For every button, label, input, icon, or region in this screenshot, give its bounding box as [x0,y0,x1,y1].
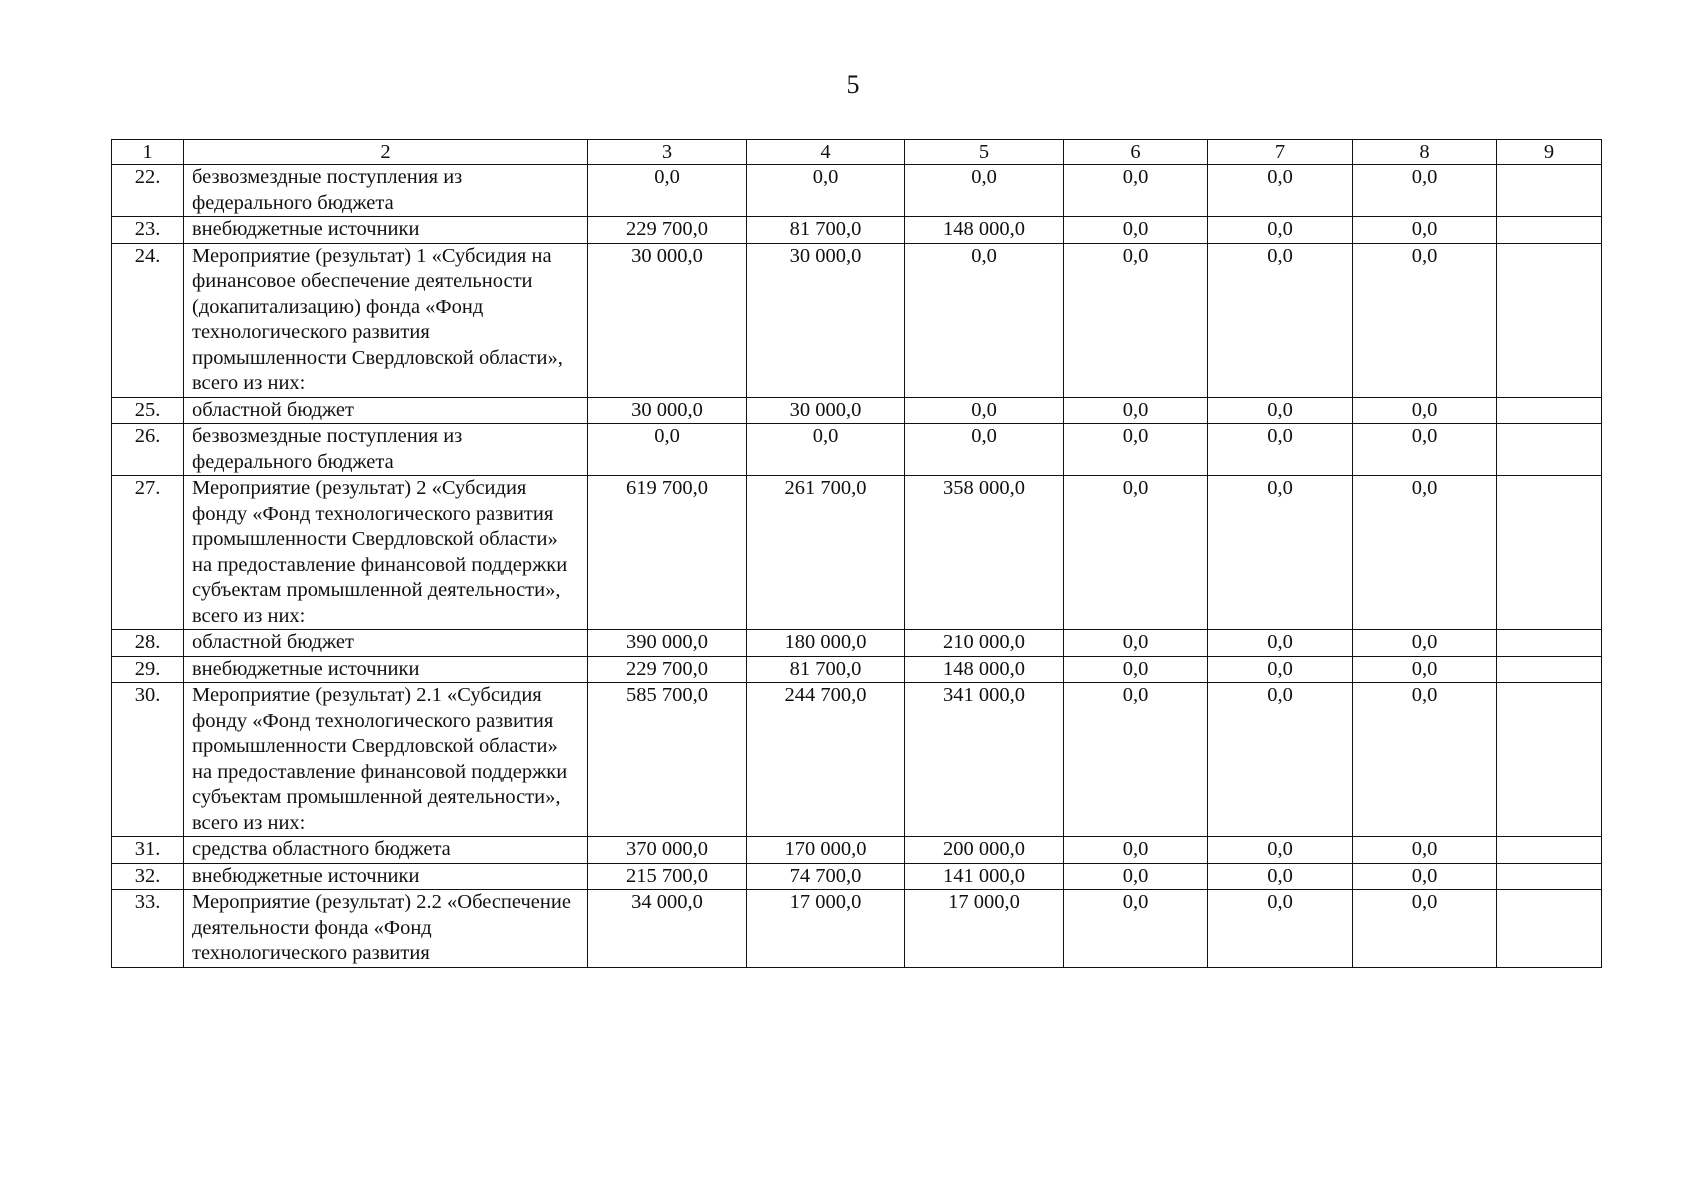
row-description: безвозмездные поступления из федерального бюджета [184,424,588,476]
value-cell-col-6: 0,0 [1064,424,1208,476]
value-cell-col-5: 0,0 [905,397,1064,424]
value-cell-col-9 [1497,630,1602,657]
value-cell-col-8: 0,0 [1353,424,1497,476]
value-cell-col-4: 30 000,0 [747,397,905,424]
value-cell-col-3: 0,0 [588,165,747,217]
value-cell-col-7: 0,0 [1208,890,1353,968]
table-row [112,165,1602,217]
value-cell-col-8: 0,0 [1353,683,1497,837]
header-cell-4: 4 [747,140,905,165]
table-body [112,165,1602,968]
value-cell-col-4: 0,0 [747,424,905,476]
value-cell-col-5: 0,0 [905,243,1064,397]
row-number: 23. [112,217,184,244]
value-cell-col-9 [1497,683,1602,837]
value-cell-col-6: 0,0 [1064,476,1208,630]
value-cell-col-9 [1497,424,1602,476]
row-number: 24. [112,243,184,397]
value-cell-col-6: 0,0 [1064,217,1208,244]
budget-table [111,139,1602,968]
value-cell-col-8: 0,0 [1353,630,1497,657]
row-number: 29. [112,656,184,683]
value-cell-col-6: 0,0 [1064,656,1208,683]
value-cell-col-8: 0,0 [1353,165,1497,217]
value-cell-col-4: 17 000,0 [747,890,905,968]
value-cell-col-3: 0,0 [588,424,747,476]
value-cell-col-4: 81 700,0 [747,656,905,683]
row-number: 33. [112,890,184,968]
value-cell-col-4: 30 000,0 [747,243,905,397]
value-cell-col-6: 0,0 [1064,165,1208,217]
value-cell-col-7: 0,0 [1208,656,1353,683]
row-description: внебюджетные источники [184,863,588,890]
value-cell-col-5: 148 000,0 [905,656,1064,683]
value-cell-col-7: 0,0 [1208,630,1353,657]
value-cell-col-4: 261 700,0 [747,476,905,630]
value-cell-col-5: 210 000,0 [905,630,1064,657]
table-row [112,683,1602,837]
row-number: 28. [112,630,184,657]
value-cell-col-5: 148 000,0 [905,217,1064,244]
value-cell-col-8: 0,0 [1353,476,1497,630]
value-cell-col-3: 370 000,0 [588,837,747,864]
value-cell-col-3: 619 700,0 [588,476,747,630]
value-cell-col-3: 34 000,0 [588,890,747,968]
value-cell-col-7: 0,0 [1208,863,1353,890]
value-cell-col-9 [1497,656,1602,683]
table-row [112,476,1602,630]
row-number: 31. [112,837,184,864]
table-row [112,217,1602,244]
header-cell-1: 1 [112,140,184,165]
value-cell-col-3: 30 000,0 [588,397,747,424]
value-cell-col-4: 170 000,0 [747,837,905,864]
table-header [112,140,1602,165]
value-cell-col-6: 0,0 [1064,683,1208,837]
row-description: средства областного бюджета [184,837,588,864]
value-cell-col-8: 0,0 [1353,656,1497,683]
value-cell-col-3: 229 700,0 [588,217,747,244]
row-description: внебюджетные источники [184,656,588,683]
value-cell-col-8: 0,0 [1353,397,1497,424]
row-description: областной бюджет [184,630,588,657]
row-description: Мероприятие (результат) 2 «Субсидия фонду «Фонд технологического развития промышленности Свердловской области» на предоставление финансовой поддержки субъектам промышленной деятельности», всего из них: [184,476,588,630]
value-cell-col-6: 0,0 [1064,890,1208,968]
value-cell-col-3: 585 700,0 [588,683,747,837]
value-cell-col-5: 0,0 [905,424,1064,476]
page-number: 5 [846,70,860,99]
row-number: 26. [112,424,184,476]
value-cell-col-5: 17 000,0 [905,890,1064,968]
value-cell-col-7: 0,0 [1208,424,1353,476]
value-cell-col-7: 0,0 [1208,165,1353,217]
table-row [112,397,1602,424]
row-description: Мероприятие (результат) 2.2 «Обеспечение деятельности фонда «Фонд технологического развития [184,890,588,968]
value-cell-col-6: 0,0 [1064,397,1208,424]
header-row [112,140,1602,165]
value-cell-col-3: 229 700,0 [588,656,747,683]
value-cell-col-4: 74 700,0 [747,863,905,890]
table-row [112,890,1602,968]
value-cell-col-9 [1497,243,1602,397]
value-cell-col-5: 200 000,0 [905,837,1064,864]
value-cell-col-5: 141 000,0 [905,863,1064,890]
header-cell-2: 2 [184,140,588,165]
value-cell-col-9 [1497,165,1602,217]
value-cell-col-6: 0,0 [1064,630,1208,657]
row-number: 22. [112,165,184,217]
value-cell-col-7: 0,0 [1208,397,1353,424]
header-cell-7: 7 [1208,140,1353,165]
table-row [112,243,1602,397]
header-cell-3: 3 [588,140,747,165]
row-description: областной бюджет [184,397,588,424]
row-number: 27. [112,476,184,630]
value-cell-col-9 [1497,397,1602,424]
header-cell-6: 6 [1064,140,1208,165]
value-cell-col-7: 0,0 [1208,837,1353,864]
value-cell-col-4: 180 000,0 [747,630,905,657]
value-cell-col-7: 0,0 [1208,217,1353,244]
value-cell-col-4: 244 700,0 [747,683,905,837]
table-row [112,837,1602,864]
value-cell-col-9 [1497,837,1602,864]
value-cell-col-6: 0,0 [1064,243,1208,397]
value-cell-col-3: 390 000,0 [588,630,747,657]
value-cell-col-6: 0,0 [1064,837,1208,864]
value-cell-col-9 [1497,217,1602,244]
value-cell-col-9 [1497,476,1602,630]
row-number: 30. [112,683,184,837]
value-cell-col-8: 0,0 [1353,243,1497,397]
row-description: безвозмездные поступления из федерального бюджета [184,165,588,217]
header-cell-9: 9 [1497,140,1602,165]
value-cell-col-3: 30 000,0 [588,243,747,397]
value-cell-col-4: 81 700,0 [747,217,905,244]
header-cell-5: 5 [905,140,1064,165]
table-row [112,630,1602,657]
value-cell-col-8: 0,0 [1353,863,1497,890]
row-description: Мероприятие (результат) 2.1 «Субсидия фонду «Фонд технологического развития промышленности Свердловской области» на предоставление финансовой поддержки субъектам промышленной деятельности», всего из них: [184,683,588,837]
value-cell-col-5: 0,0 [905,165,1064,217]
value-cell-col-6: 0,0 [1064,863,1208,890]
row-number: 32. [112,863,184,890]
value-cell-col-4: 0,0 [747,165,905,217]
value-cell-col-8: 0,0 [1353,217,1497,244]
value-cell-col-7: 0,0 [1208,476,1353,630]
value-cell-col-7: 0,0 [1208,683,1353,837]
table-row [112,424,1602,476]
value-cell-col-9 [1497,890,1602,968]
value-cell-col-7: 0,0 [1208,243,1353,397]
table-row [112,863,1602,890]
value-cell-col-5: 358 000,0 [905,476,1064,630]
row-description: внебюджетные источники [184,217,588,244]
value-cell-col-8: 0,0 [1353,890,1497,968]
value-cell-col-5: 341 000,0 [905,683,1064,837]
value-cell-col-3: 215 700,0 [588,863,747,890]
row-description: Мероприятие (результат) 1 «Субсидия на финансовое обеспечение деятельности (докапитализацию) фонда «Фонд технологического развития промышленности Свердловской области», всего из них: [184,243,588,397]
value-cell-col-8: 0,0 [1353,837,1497,864]
header-cell-8: 8 [1353,140,1497,165]
table-row [112,656,1602,683]
row-number: 25. [112,397,184,424]
value-cell-col-9 [1497,863,1602,890]
